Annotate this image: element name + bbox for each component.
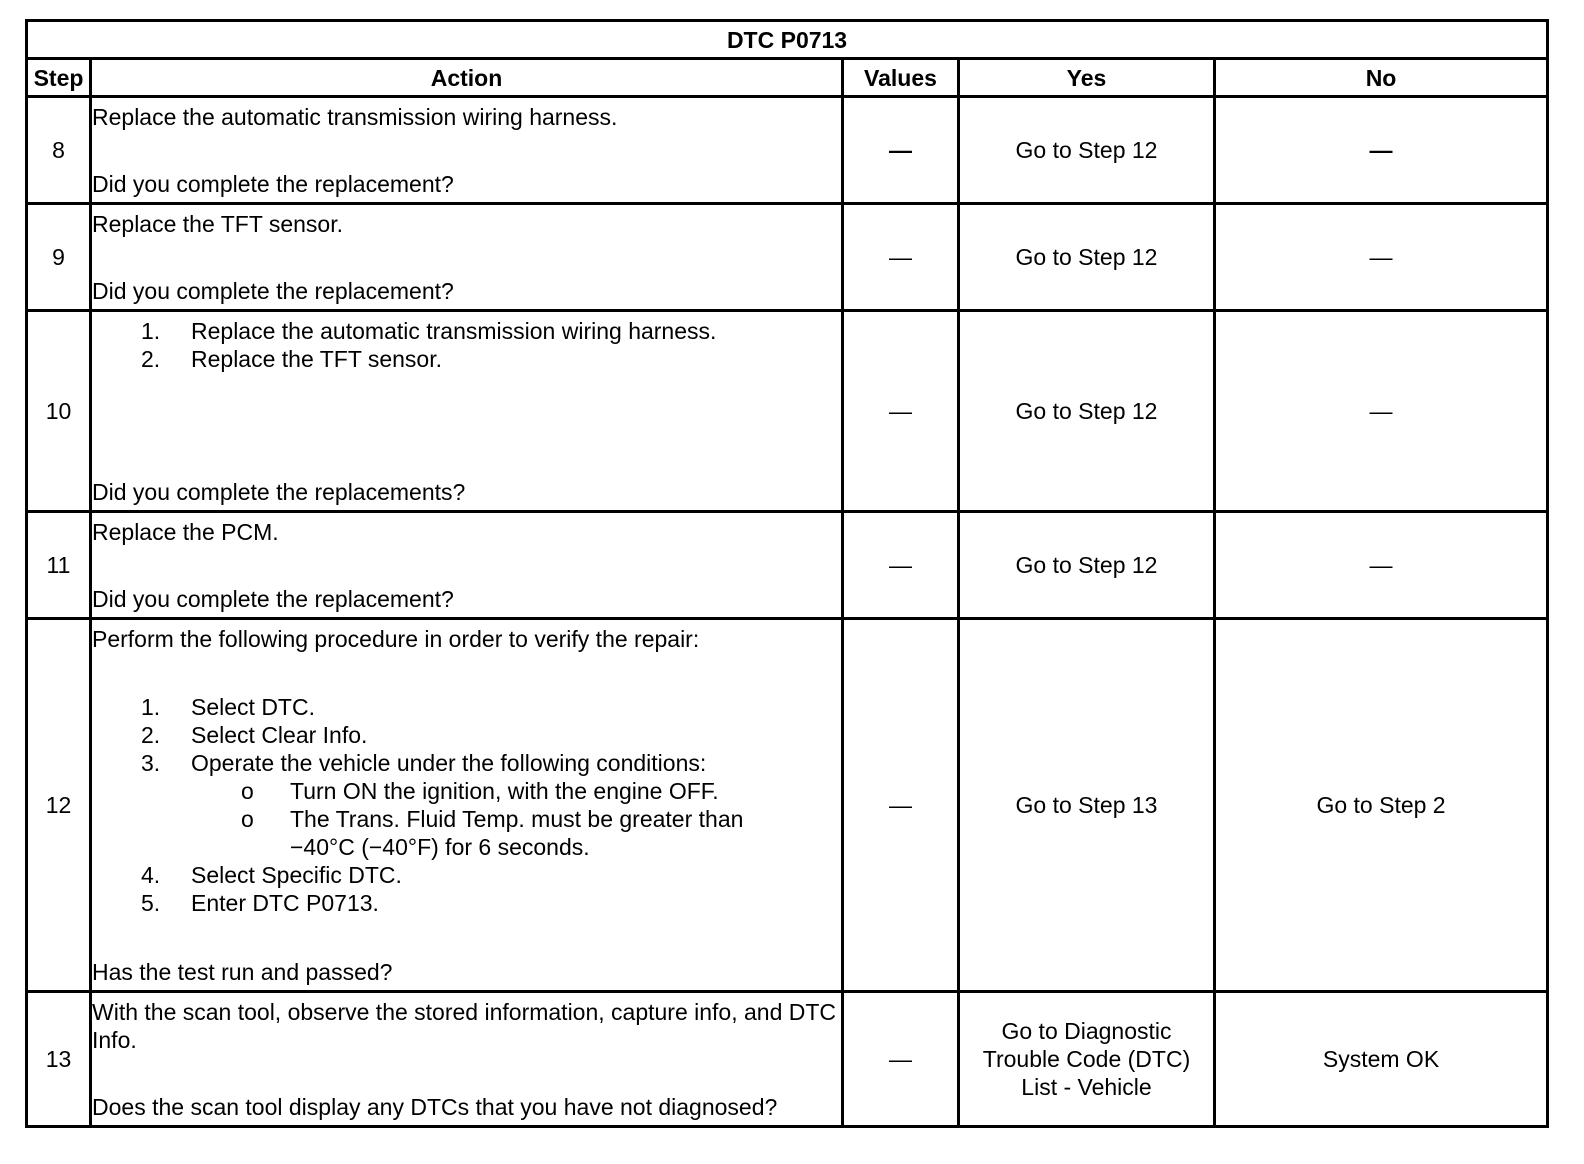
header-no: No [1215, 59, 1548, 97]
values-cell: — [843, 311, 959, 512]
table-title: DTC P0713 [27, 21, 1548, 59]
yes-cell: Go to Step 12 [959, 311, 1215, 512]
values-cell: — [843, 992, 959, 1127]
action-text: Perform the following procedure in order to verify the repair: [92, 625, 700, 652]
header-values: Values [843, 59, 959, 97]
list-item: o The Trans. Fluid Temp. must be greater than −40°C (−40°F) for 6 seconds. [241, 805, 744, 860]
condition-list [191, 777, 841, 861]
dtc-table [25, 19, 1549, 1128]
yes-cell: Go to Step 12 [959, 97, 1215, 204]
table-row [27, 311, 1548, 512]
yes-cell: Go to Step 12 [959, 512, 1215, 619]
procedure-list [92, 693, 841, 917]
step-number: 12 [27, 619, 91, 992]
dash-value: — [1369, 137, 1393, 163]
values-cell [843, 97, 959, 204]
action-cell [91, 619, 843, 992]
dash-value: — [889, 137, 912, 163]
header-action: Action [91, 59, 843, 97]
action-text: Replace the PCM. [92, 518, 279, 545]
step-number: 10 [27, 311, 91, 512]
no-cell: — [1215, 204, 1548, 311]
list-item: 4. Select Specific DTC. [141, 861, 402, 888]
yes-cell: Go to Step 12 [959, 204, 1215, 311]
table-row [27, 512, 1548, 619]
list-item: o Turn ON the ignition, with the engine OFF. [241, 777, 719, 804]
step-number: 11 [27, 512, 91, 619]
no-cell: — [1215, 311, 1548, 512]
action-cell [91, 992, 843, 1127]
action-question: Does the scan tool display any DTCs that you have not diagnosed? [92, 1093, 778, 1120]
no-cell: System OK [1215, 992, 1548, 1127]
no-cell [1215, 97, 1548, 204]
action-cell [91, 97, 843, 204]
action-cell [91, 311, 843, 512]
table-row [27, 97, 1548, 204]
step-number: 13 [27, 992, 91, 1127]
list-item: 5. Enter DTC P0713. [141, 889, 379, 916]
step-number: 9 [27, 204, 91, 311]
step-number: 8 [27, 97, 91, 204]
yes-cell: Go to Step 13 [959, 619, 1215, 992]
list-item: 3. Operate the vehicle under the following conditions: o Turn ON the ignition, with the engine OFF. o The Trans. Fluid Temp. must be greater than −40°C (−40°F) for 6 seconds. [92, 749, 841, 861]
list-item: 2. Select Clear Info. [141, 721, 368, 748]
list-item: 2. Replace the TFT sensor. [141, 345, 443, 372]
procedure-list [92, 317, 841, 373]
no-cell: Go to Step 2 [1215, 619, 1548, 992]
table-row [27, 992, 1548, 1127]
values-cell: — [843, 619, 959, 992]
header-yes: Yes [959, 59, 1215, 97]
action-question: Did you complete the replacement? [92, 170, 454, 197]
action-text: Replace the automatic transmission wiring harness. [92, 103, 618, 130]
yes-link-text: Go to Diagnostic Trouble Code (DTC) List - Vehicle [982, 1018, 1191, 1100]
action-question: Did you complete the replacement? [92, 585, 454, 612]
action-cell [91, 204, 843, 311]
yes-cell [959, 992, 1215, 1127]
action-question: Did you complete the replacements? [92, 478, 466, 505]
values-cell: — [843, 204, 959, 311]
header-step: Step [27, 59, 91, 97]
list-item: 1. Select DTC. [141, 693, 315, 720]
action-question: Did you complete the replacement? [92, 277, 454, 304]
action-cell [91, 512, 843, 619]
list-item: 1. Replace the automatic transmission wiring harness. [141, 317, 717, 344]
table-row [27, 204, 1548, 311]
no-cell: — [1215, 512, 1548, 619]
action-text: With the scan tool, observe the stored information, capture info, and DTC Info. [92, 998, 837, 1053]
action-question: Has the test run and passed? [92, 958, 393, 985]
values-cell: — [843, 512, 959, 619]
table-row [27, 619, 1548, 992]
action-text: Replace the TFT sensor. [92, 210, 344, 237]
